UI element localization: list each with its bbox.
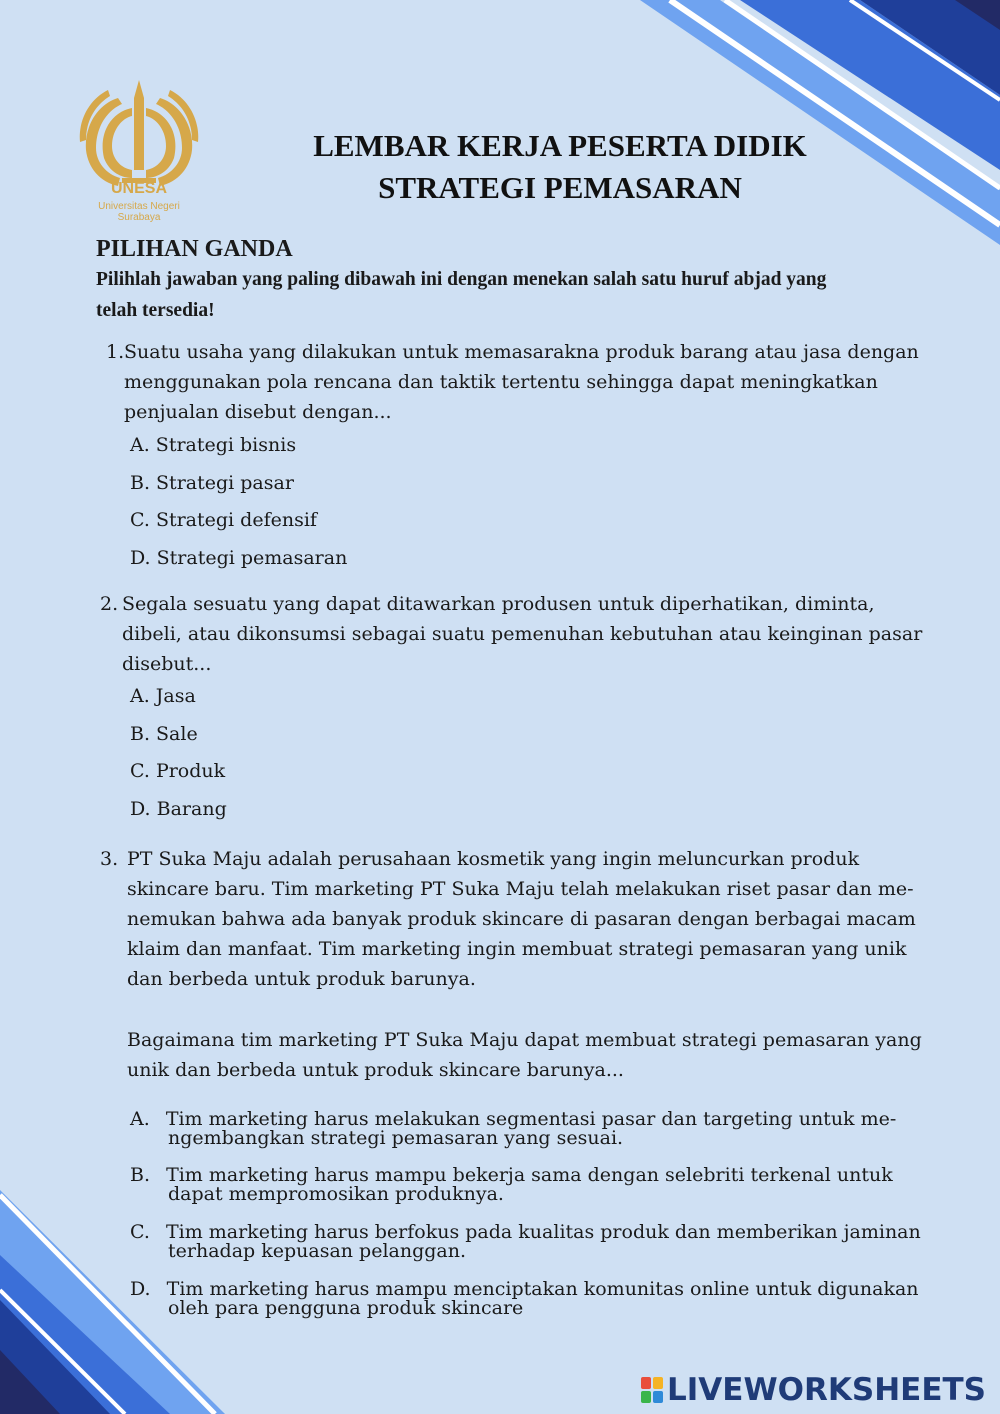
section-title: PILIHAN GANDA bbox=[96, 236, 293, 262]
question-3-number: 3. bbox=[100, 848, 119, 870]
q1-option-a[interactable]: A. Strategi bisnis bbox=[130, 434, 297, 456]
q3-option-a-label: A. bbox=[130, 1108, 150, 1130]
instruction-line2: telah tersedia! bbox=[96, 300, 215, 321]
q3-option-d-line1: Tim marketing harus mampu menciptakan komunitas online untuk digunakan bbox=[166, 1278, 919, 1300]
q1-option-d[interactable]: D. Strategi pemasaran bbox=[130, 547, 348, 569]
page-title-line1: LEMBAR KERJA PESERTA DIDIK bbox=[313, 128, 807, 163]
question-2-line3: disebut... bbox=[122, 653, 212, 675]
question-2-number: 2. bbox=[100, 593, 119, 615]
instruction bbox=[96, 264, 896, 326]
question-3-prompt-line1: Bagaimana tim marketing PT Suka Maju dapat membuat strategi pemasaran yang bbox=[127, 1029, 922, 1051]
page-title-line2: STRATEGI PEMASARAN bbox=[378, 170, 742, 205]
brand-text: LIVEWORKSHEETS bbox=[667, 1372, 986, 1408]
question-2-line1: Segala sesuatu yang dapat ditawarkan produsen untuk diperhatikan, diminta, bbox=[122, 593, 875, 615]
liveworksheets-brand[interactable] bbox=[641, 1372, 986, 1408]
q3-option-b-line2: dapat mempromosikan produknya. bbox=[168, 1183, 504, 1205]
liveworksheets-icon bbox=[641, 1377, 663, 1403]
q3-option-b-label: B. bbox=[130, 1164, 151, 1186]
q3-option-a-line1: Tim marketing harus melakukan segmentasi pasar dan targeting untuk me- bbox=[165, 1108, 897, 1130]
question-2-text bbox=[122, 589, 923, 679]
logo-name: UNESA bbox=[110, 180, 167, 197]
question-1-line2: menggunakan pola rencana dan taktik tertentu sehingga dapat meningkatkan bbox=[124, 371, 878, 393]
instruction-line1: Pilihlah jawaban yang paling dibawah ini dengan menekan salah satu huruf abjad yang bbox=[96, 269, 827, 290]
q2-option-b[interactable]: B. Sale bbox=[130, 723, 198, 745]
q2-option-d[interactable]: D. Barang bbox=[130, 798, 227, 820]
question-3-line1: PT Suka Maju adalah perusahaan kosmetik yang ingin meluncurkan produk bbox=[127, 848, 860, 870]
question-3-prompt bbox=[127, 1025, 922, 1085]
question-3-line5: dan berbeda untuk produk barunya. bbox=[127, 968, 476, 990]
q3-option-c-line1: Tim marketing harus berfokus pada kualitas produk dan memberikan jaminan bbox=[165, 1221, 921, 1243]
q3-option-a-line2: ngembangkan strategi pemasaran yang sesuai. bbox=[168, 1127, 624, 1149]
question-2-line2: dibeli, atau dikonsumsi sebagai suatu pemenuhan kebutuhan atau keinginan pasar bbox=[122, 623, 923, 645]
question-1-text bbox=[124, 337, 929, 427]
question-1-line3: penjualan disebut dengan... bbox=[124, 401, 392, 423]
question-3-prompt-line2: unik dan berbeda untuk produk skincare barunya... bbox=[127, 1059, 624, 1081]
logo-subtitle: Universitas Negeri Surabaya bbox=[98, 201, 180, 223]
question-3-text bbox=[127, 844, 917, 994]
q3-option-d-label: D. bbox=[130, 1278, 151, 1300]
q3-option-b[interactable] bbox=[130, 1166, 893, 1204]
question-3-line3: nemukan bahwa ada banyak produk skincare di pasaran dengan berbagai macam bbox=[127, 908, 916, 930]
q3-option-c[interactable] bbox=[130, 1223, 921, 1261]
q1-option-c[interactable]: C. Strategi defensif bbox=[130, 509, 317, 531]
q3-option-b-line1: Tim marketing harus mampu bekerja sama dengan selebriti terkenal untuk bbox=[166, 1164, 893, 1186]
q3-option-c-line2: terhadap kepuasan pelanggan. bbox=[168, 1240, 467, 1262]
question-1-line1: Suatu usaha yang dilakukan untuk memasaraknа produk barang atau jasa dengan bbox=[124, 341, 919, 363]
q2-option-a[interactable]: A. Jasa bbox=[130, 685, 196, 707]
q3-option-d[interactable] bbox=[130, 1280, 919, 1318]
q2-option-c[interactable]: C. Produk bbox=[130, 760, 226, 782]
question-3-line2: skincare baru. Tim marketing PT Suka Maju telah melakukan riset pasar dan me- bbox=[127, 878, 914, 900]
q3-option-a[interactable] bbox=[130, 1110, 896, 1148]
q3-option-c-label: C. bbox=[130, 1221, 150, 1243]
q3-option-d-line2: oleh para pengguna produk skincare bbox=[168, 1297, 524, 1319]
question-1-number: 1. bbox=[106, 341, 125, 363]
question-3-line4: klaim dan manfaat. Tim marketing ingin membuat strategi pemasaran yang unik bbox=[127, 938, 907, 960]
q1-option-b[interactable]: B. Strategi pasar bbox=[130, 472, 294, 494]
